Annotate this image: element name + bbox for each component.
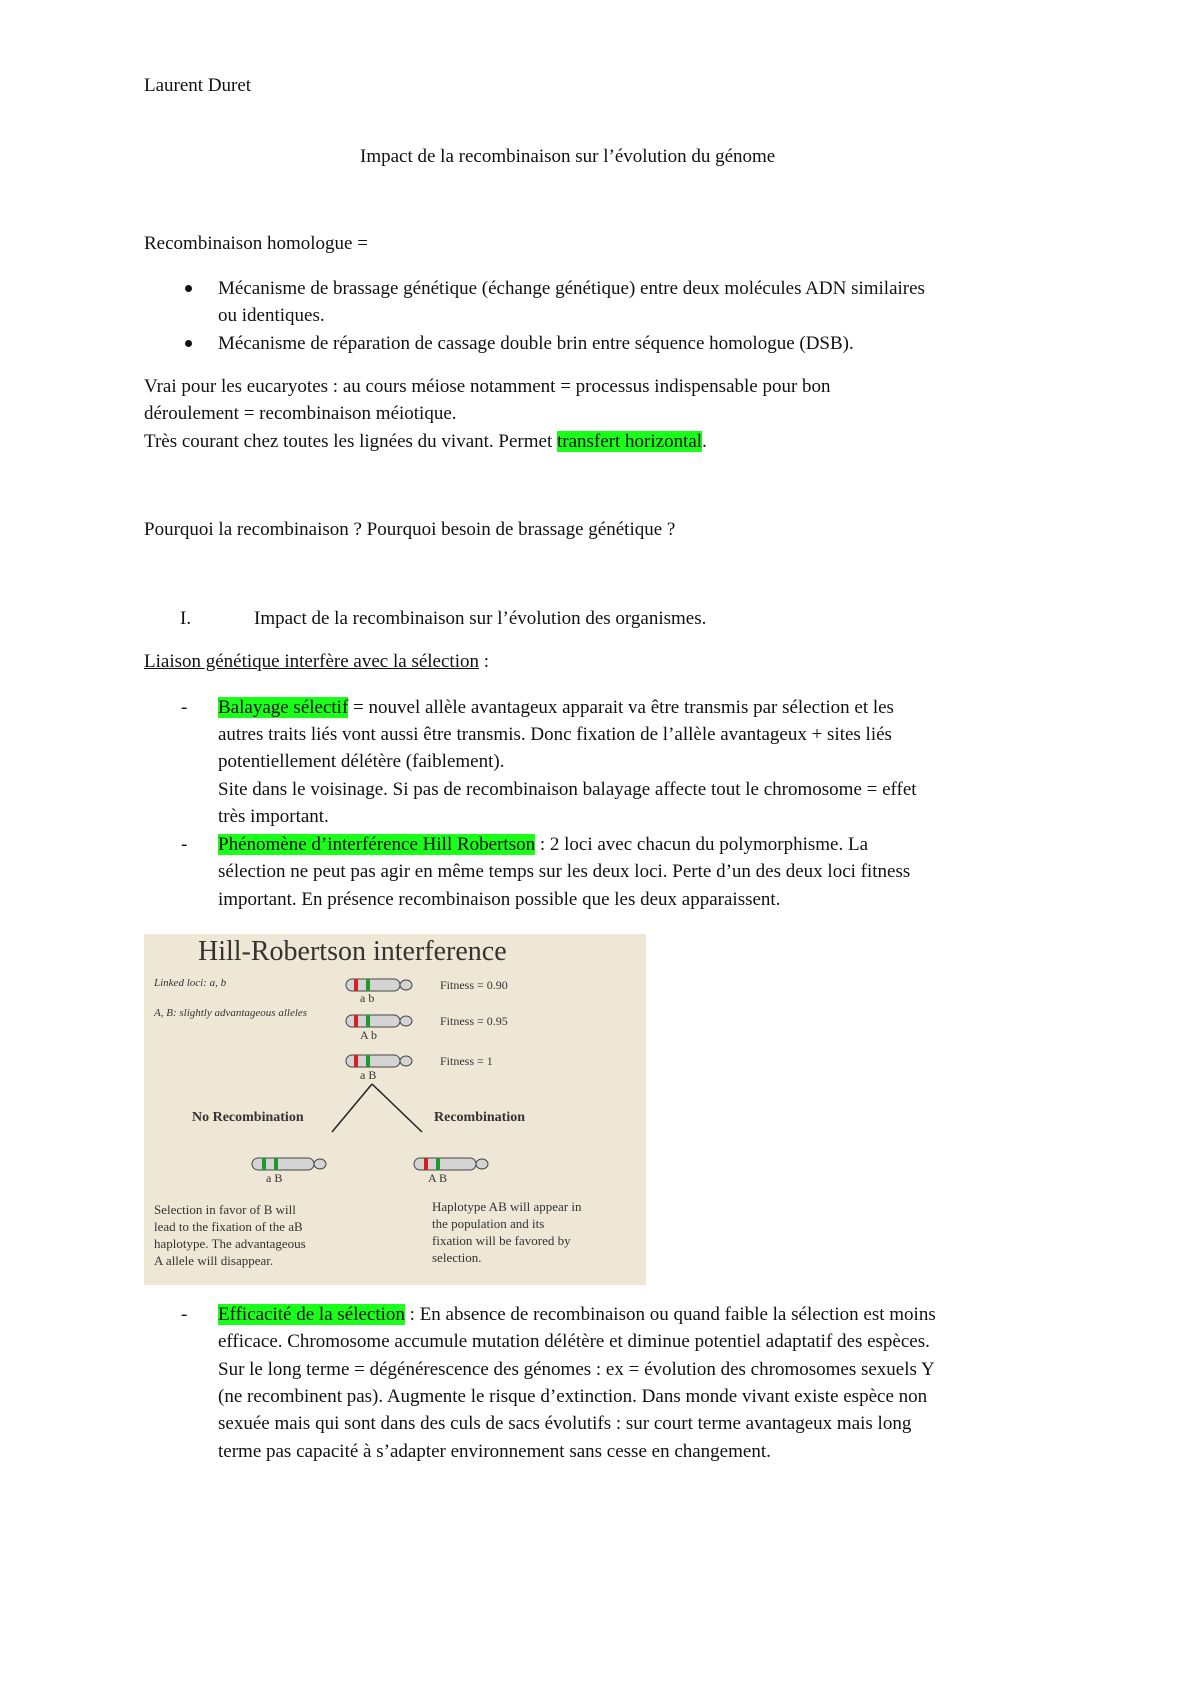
- item1-line-2: autres traits liés vont aussi être transmis. Donc fixation de l’allèle avantageux + sites liés: [218, 724, 892, 745]
- liaison-heading: [144, 650, 489, 674]
- bullet-1-line-1: Mécanisme de brassage génétique (échange génétique) entre deux molécules ADN similaires: [218, 278, 925, 299]
- item1-line-4: Site dans le voisinage. Si pas de recombinaison balayage affecte tout le chromosome = effet: [218, 779, 917, 800]
- item1-text: = nouvel allèle avantageux apparait va être transmis par sélection et les: [348, 697, 894, 718]
- item2-line-2: sélection ne peut pas agir en même temps sur les deux loci. Perte d’un des deux loci fitness: [218, 861, 911, 882]
- item3-dash: -: [181, 1304, 188, 1325]
- chromosome-label: a B: [360, 1068, 377, 1082]
- fitness-label: Fitness = 0.90: [440, 978, 508, 992]
- fitness-label: Fitness = 0.95: [440, 1014, 508, 1028]
- right-caption-line: Haplotype AB will appear in: [432, 1199, 582, 1214]
- recombination-label: Recombination: [434, 1110, 525, 1125]
- item3-line-4: (ne recombinent pas). Augmente le risque d’extinction. Dans monde vivant existe espèce non: [218, 1386, 928, 1407]
- item1-dash: -: [181, 697, 188, 718]
- left-caption-line: lead to the fixation of the aB: [154, 1219, 303, 1234]
- result-label-left: a B: [266, 1171, 283, 1185]
- bullet-1-line-2: ou identiques.: [218, 305, 325, 326]
- left-caption-line: A allele will disappear.: [154, 1253, 274, 1268]
- para1-period: .: [702, 431, 707, 452]
- section-number: I.: [180, 608, 192, 629]
- chromosome-label: a b: [360, 991, 375, 1005]
- chromosome-ab: [346, 979, 412, 991]
- highlight-balayage: Balayage sélectif: [218, 697, 349, 718]
- item2-line-3: important. En présence recombinaison possible que les deux apparaissent.: [218, 889, 781, 910]
- highlight-hill-robertson: Phénomène d’interférence Hill Robertson: [218, 834, 536, 855]
- bullet-dot: [185, 340, 192, 347]
- fitness-label: Fitness = 1: [440, 1054, 493, 1068]
- intro-heading: Recombinaison homologue =: [144, 233, 368, 254]
- figure-svg: [144, 934, 646, 1285]
- item1-line-5: très important.: [218, 806, 329, 827]
- para1-line-3: [144, 430, 707, 454]
- left-caption-line: Selection in favor of B will: [154, 1202, 296, 1217]
- item2-line-1: [218, 833, 868, 857]
- highlight-efficacite: Efficacité de la sélection: [218, 1304, 405, 1325]
- right-caption-line: fixation will be favored by: [432, 1233, 571, 1248]
- bullet-dot: [185, 285, 192, 292]
- item1-line-3: potentiellement délétère (faiblement).: [218, 751, 505, 772]
- liaison-underlined: Liaison génétique interfère avec la sélection: [144, 651, 479, 672]
- item3-line-2: efficace. Chromosome accumule mutation délétère et diminue potentiel adaptatif des espèces.: [218, 1331, 930, 1352]
- author: Laurent Duret: [144, 75, 252, 96]
- item3-line-5: sexuée mais qui sont dans des culs de sacs évolutifs : sur court terme avantageux mais long: [218, 1413, 912, 1434]
- section-title: Impact de la recombinaison sur l’évolution des organismes.: [254, 608, 707, 629]
- no-recombination-label: No Recombination: [192, 1110, 304, 1125]
- liaison-suffix: :: [478, 651, 490, 672]
- chromosome-aB: [346, 1055, 412, 1067]
- hill-robertson-figure: [144, 934, 646, 1285]
- item1-line-1: [218, 696, 894, 720]
- chromosome-label: A b: [360, 1028, 378, 1042]
- item3-line-3: Sur le long terme = dégénérescence des génomes : ex = évolution des chromosomes sexuels Y: [218, 1359, 935, 1380]
- figure-title: Hill-Robertson interference: [198, 936, 507, 967]
- item2-dash: -: [181, 834, 188, 855]
- item3-text: : En absence de recombinaison ou quand faible la sélection est moins: [404, 1304, 936, 1325]
- result-label-right: A B: [428, 1171, 448, 1185]
- item3-line-6: terme pas capacité à s’adapter environnement sans cesse en changement.: [218, 1441, 771, 1462]
- right-caption-line: selection.: [432, 1250, 482, 1265]
- question: Pourquoi la recombinaison ? Pourquoi besoin de brassage génétique ?: [144, 519, 676, 540]
- para1-text: Très courant chez toutes les lignées du vivant. Permet: [144, 431, 557, 452]
- right-caption-line: the population and its: [432, 1216, 545, 1231]
- bullet-2-line-1: Mécanisme de réparation de cassage double brin entre séquence homologue (DSB).: [218, 333, 854, 354]
- figure-alleles-note: A, B: slightly advantageous alleles: [154, 1007, 308, 1019]
- page-title: Impact de la recombinaison sur l’évolution du génome: [360, 146, 776, 167]
- para1-line-2: déroulement = recombinaison méiotique.: [144, 403, 457, 424]
- item2-text: : 2 loci avec chacun du polymorphisme. La: [535, 834, 869, 855]
- figure-linked-loci: Linked loci: a, b: [154, 977, 227, 989]
- highlight-transfert-horizontal: transfert horizontal: [556, 431, 703, 452]
- left-caption-line: haplotype. The advantageous: [154, 1236, 306, 1251]
- para1-line-1: Vrai pour les eucaryotes : au cours méiose notamment = processus indispensable pour bon: [144, 376, 831, 397]
- chromosome-Ab: [346, 1015, 412, 1027]
- item3-line-1: [218, 1303, 936, 1327]
